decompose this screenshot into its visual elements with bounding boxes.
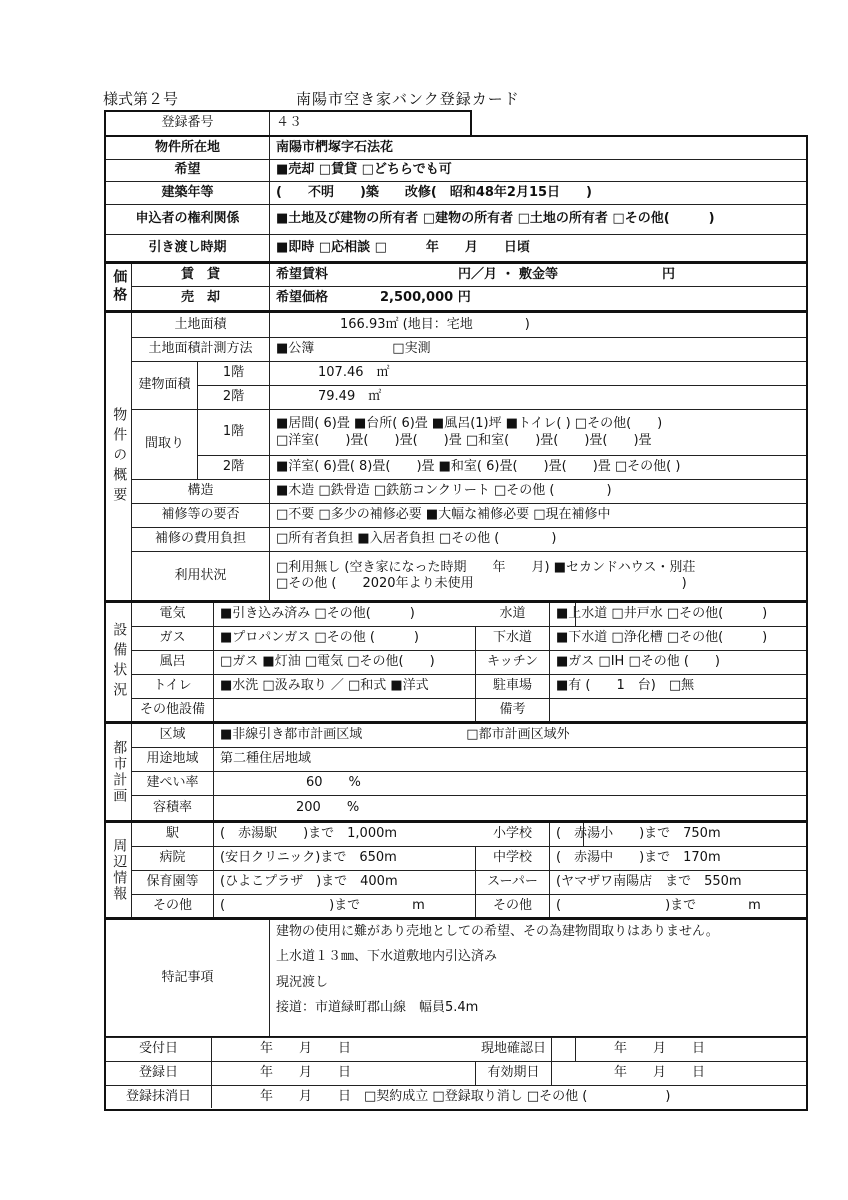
repair-label: 補修等の要否: [132, 504, 270, 528]
rights-value: ■土地及び建物の所有者 □建物の所有者 □土地の所有者 □その他( ): [270, 205, 806, 235]
site-check-value: 年 月 日: [552, 1038, 806, 1062]
school-label: 小学校: [476, 823, 550, 847]
building-area-label: 建物面積: [132, 362, 198, 410]
usage-value: [270, 552, 806, 600]
super-label: スーパー: [476, 871, 550, 895]
land-method-label: 土地面積計測方法: [132, 338, 270, 362]
land-area-value: 166.93㎡ (地目：宅地 ): [270, 313, 806, 338]
rights-label: 申込者の権利関係: [106, 205, 270, 235]
floor2-area: 79.49 ㎡: [270, 386, 806, 410]
layout-label: 間取り: [132, 410, 198, 480]
area-label: 区域: [132, 724, 214, 748]
far-label: 容積率: [132, 796, 214, 820]
city-plan-table: [104, 722, 808, 822]
gas-value: ■プロパンガス □その他 ( ): [214, 627, 476, 651]
other-equip-value: [214, 699, 476, 721]
notes-line4: 接道：市道緑町郡山線 幅員5.4m: [276, 999, 479, 1015]
super-value: (ヤマザワ南陽店 まで 550m: [550, 871, 806, 895]
repair-cost-value: □所有者負担 ■入居者負担 □その他 ( ): [270, 528, 806, 552]
remarks-label: 備考: [476, 699, 550, 721]
registered-value: 年 月 日: [212, 1062, 476, 1086]
valid-value: 年 月 日: [552, 1062, 806, 1086]
price-table: [104, 262, 808, 312]
layout-f1-line1: ■居間( 6)畳 ■台所( 6)畳 ■風呂(1)坪 ■トイレ( ) □その他( ): [276, 416, 663, 432]
structure-value: ■木造 □鉄骨造 □鉄筋コンクリート □その他 ( ): [270, 480, 806, 504]
floor1-area: 107.46 ㎡: [270, 362, 806, 386]
other-equip-label: その他設備: [132, 699, 214, 721]
form-number: 様式第２号: [103, 90, 179, 108]
reg-no-value: ４３: [270, 112, 470, 136]
coverage-value: 60 %: [214, 772, 806, 796]
other1-value: ( )まで m: [214, 895, 476, 917]
usage-label: 利用状況: [132, 552, 270, 600]
nursery-value: (ひよこプラザ )まで 400m: [214, 871, 476, 895]
hospital-value: (安日クリニック)まで 650m: [214, 847, 476, 871]
land-area-label: 土地面積: [132, 313, 270, 338]
notes-table: [104, 918, 808, 1038]
layout-f1-value: [270, 410, 806, 456]
floor2-label: 2階: [198, 386, 270, 410]
bath-label: 風呂: [132, 651, 214, 675]
location-label: 物件所在地: [106, 137, 270, 160]
structure-label: 構造: [132, 480, 270, 504]
jhs-label: 中学校: [476, 847, 550, 871]
repair-value: □不要 □多少の補修必要 ■大幅な補修必要 □現在補修中: [270, 504, 806, 528]
parking-label: 駐車場: [476, 675, 550, 699]
layout-f1-line2: □洋室( )畳( )畳( )畳 □和室( )畳( )畳( )畳: [276, 432, 652, 448]
bath-value: □ガス ■灯油 □電気 □その他( ): [214, 651, 476, 675]
notes-value: [270, 920, 806, 1036]
received-label: 受付日: [106, 1038, 212, 1062]
kitchen-label: キッチン: [476, 651, 550, 675]
toilet-label: トイレ: [132, 675, 214, 699]
valid-label: 有効期日: [476, 1062, 552, 1086]
water-label: 水道: [476, 603, 550, 627]
surroundings-table: [104, 821, 808, 919]
city-plan-section-label: 都市計画: [106, 724, 132, 820]
received-value: 年 月 日: [212, 1038, 576, 1062]
overview-section-label: 物件の概要: [106, 313, 132, 600]
handover-label: 引き渡し時期: [106, 235, 270, 261]
sewer-label: 下水道: [476, 627, 550, 651]
deleted-value: 年 月 日 □契約成立 □登録取り消し □その他 ( ): [260, 1088, 671, 1104]
notes-line1: 建物の使用に難があり売地としての希望、その為建物間取りはありません。: [276, 924, 719, 939]
station-value: ( 赤湯駅 )まで 1,000m: [214, 823, 584, 847]
basic-info-table: [104, 135, 808, 263]
use-label: 用途地域: [132, 748, 214, 772]
usage-line2: □その他 ( 2020年より未使用 ): [276, 576, 687, 591]
other1-label: その他: [132, 895, 214, 917]
facilities-section-label: 設備状況: [106, 603, 132, 721]
rent-label: 賃 貸: [132, 264, 270, 287]
other2-label: その他: [476, 895, 550, 917]
overview-table: [104, 311, 808, 602]
land-method-value: ■公簿 □実測: [270, 338, 806, 362]
nursery-label: 保育園等: [132, 871, 214, 895]
layout-f1-label: 1階: [198, 410, 270, 456]
remarks-value: [550, 699, 806, 721]
facilities-table: [104, 601, 808, 723]
coverage-label: 建ぺい率: [132, 772, 214, 796]
built-label: 建築年等: [106, 182, 270, 205]
layout-f2-label: 2階: [198, 456, 270, 480]
water-value: ■上水道 □井戸水 □その他( ): [550, 603, 806, 627]
notes-line3: 現況渡し: [276, 974, 329, 990]
kitchen-value: ■ガス □IH □その他 ( ): [550, 651, 806, 675]
wish-value: ■売却 □賃貸 □どちらでも可: [270, 160, 806, 182]
gas-label: ガス: [132, 627, 214, 651]
other2-value: ( )まで m: [556, 897, 761, 913]
floor1-label: 1階: [198, 362, 270, 386]
school-value: ( 赤湯小 )まで 750m: [550, 823, 806, 847]
toilet-value: ■水洗 □汲み取り ／ □和式 ■洋式: [214, 675, 476, 699]
usage-line1: □利用無し (空き家になった時期 年 月) ■セカンドハウス・別荘: [276, 559, 696, 575]
parking-value: ■有 ( 1 台) □無: [550, 675, 806, 699]
page-title: 南陽市空き家バンク登録カード: [296, 90, 520, 108]
sewer-value: ■下水道 □浄化槽 □その他( ): [550, 627, 806, 651]
site-check-label: 現地確認日: [476, 1038, 552, 1062]
station-label: 駅: [132, 823, 214, 847]
layout-f2-value: ■洋室( 6)畳( 8)畳( )畳 ■和室( 6)畳( )畳( )畳 □その他( ): [270, 456, 806, 480]
hospital-label: 病院: [132, 847, 214, 871]
location-value: 南陽市椚塚字石法花: [270, 137, 806, 160]
use-value: 第二種住居地域: [214, 748, 806, 772]
sale-label: 売 却: [132, 287, 270, 310]
rent-value: 希望賃料 円／月 ・ 敷金等 円: [270, 264, 806, 287]
far-value: 200 %: [296, 799, 360, 815]
sale-value: 希望価格 2,500,000 円: [276, 290, 471, 306]
registered-label: 登録日: [106, 1062, 212, 1086]
area-value: ■非線引き都市計画区域 □都市計画区域外: [214, 724, 806, 748]
repair-cost-label: 補修の費用負担: [132, 528, 270, 552]
electric-label: 電気: [132, 603, 214, 627]
jhs-value: ( 赤湯中 )まで 170m: [550, 847, 806, 871]
surroundings-section-label: 周辺情報: [106, 823, 132, 917]
built-value: ( 不明 )築 改修( 昭和48年2月15日 ): [270, 182, 806, 205]
handover-value: ■即時 □応相談 □ 年 月 日頃: [276, 239, 530, 255]
notes-line2: 上水道１３㎜、下水道敷地内引込済み: [276, 949, 498, 965]
price-section-label: 価格: [106, 264, 132, 310]
reg-no-label: 登録番号: [106, 112, 270, 136]
electric-value: ■引き込み済み □その他( ): [214, 603, 576, 627]
reg-no-box: [104, 110, 472, 136]
deleted-label: 登録抹消日: [106, 1086, 212, 1108]
wish-label: 希望: [106, 160, 270, 182]
notes-label: 特記事項: [106, 920, 270, 1036]
footer-table: [104, 1037, 808, 1111]
